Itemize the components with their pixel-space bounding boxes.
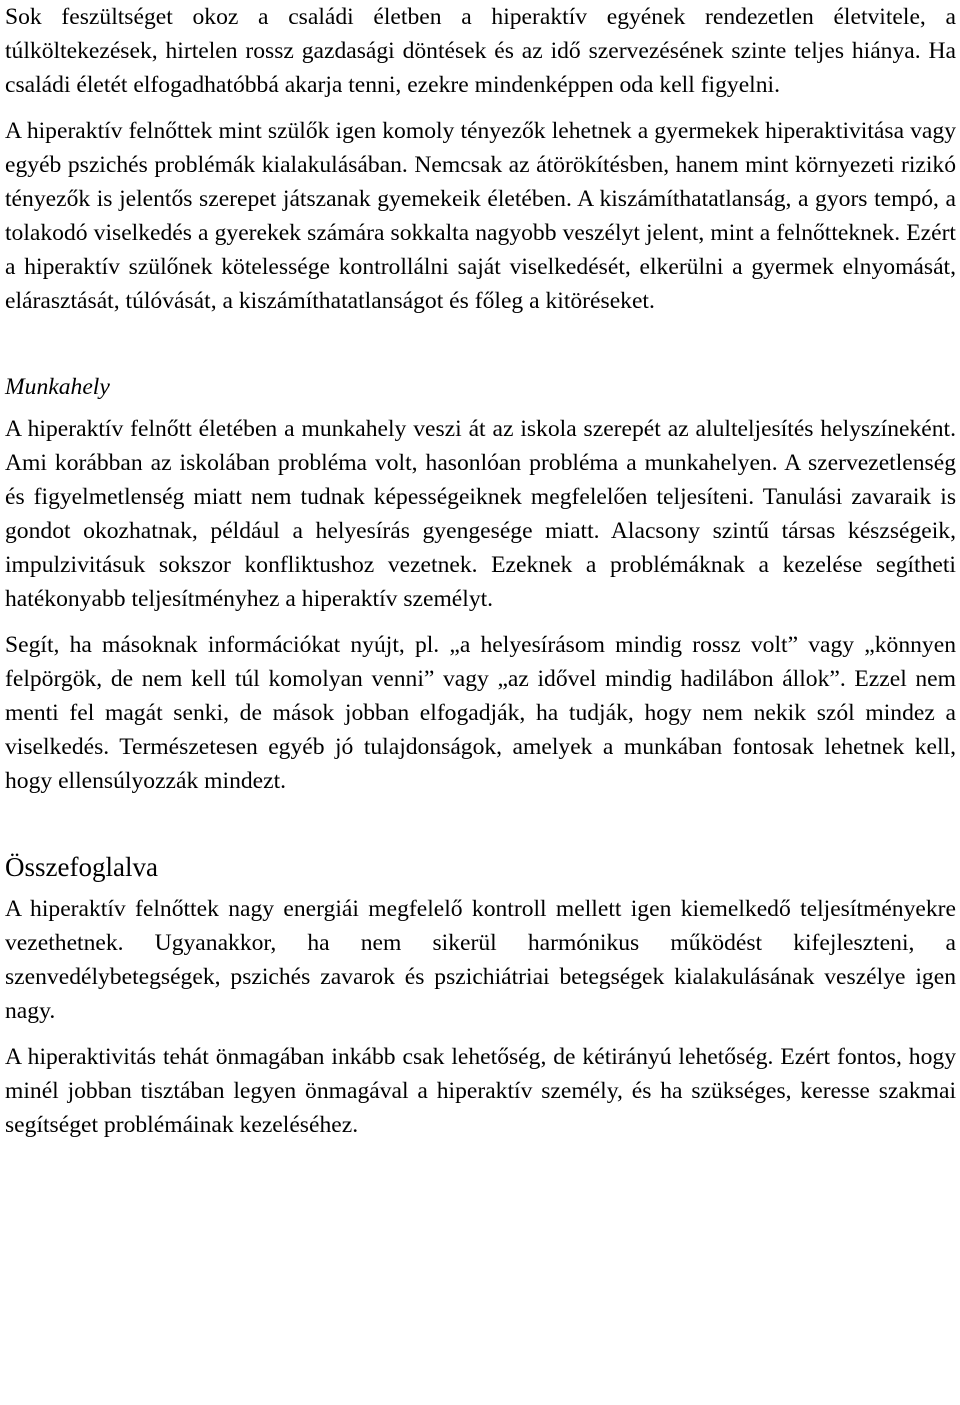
paragraph-family-life: Sok feszültséget okoz a családi életben a hiperaktív egyének rendezetlen életvitele, a túlköltekezések, hirtelen rossz gazdasági döntések és az idő szervezésének szinte teljes hiánya. Ha családi életét elfogadhatóbbá akarja tenni, ezekre mindenképpen oda kell figyelni.	[5, 4, 956, 98]
paragraph-workplace-information: Segít, ha másoknak információkat nyújt, pl. „a helyesírásom mindig rossz volt” vagy „könnyen felpörgök, de nem kell túl komolyan venni” vagy „az idővel mindig hadilábon állok”. Ezzel nem menti fel magát senki, de mások jobban elfogadják, ha tudják, hogy nem nekik szól mindez a viselkedés. Természetesen egyéb jó tulajdonságok, amelyek a munkában fontosak lehetnek kell, hogy ellensúlyozzák mindezt.	[5, 632, 956, 794]
paragraph-summary-energy: A hiperaktív felnőttek nagy energiái megfelelő kontroll mellett igen kiemelkedő teljesítményekre vezethetnek. Ugyanakkor, ha nem sikerül harmónikus működést kifejleszteni, a szenvedélybetegségek, pszichés zavarok és pszichiátriai betegségek kialakulásának veszélye igen nagy.	[5, 896, 956, 1024]
paragraph-summary-possibility: A hiperaktivitás tehát önmagában inkább csak lehetőség, de kétirányú lehetőség. Ezért fontos, hogy minél jobban tisztában legyen önmagával a hiperaktív személy, és ha szükséges, keresse szakmai segítséget problémáinak kezeléséhez.	[5, 1044, 956, 1138]
paragraph-workplace-underperformance: A hiperaktív felnőtt életében a munkahely veszi át az iskola szerepét az alulteljesítés helyszíneként. Ami korábban az iskolában probléma volt, hasonlóan probléma a munkahelyen. A szervezetlenség és figyelmetlenség miatt nem tudnak képességeiknek megfelelően teljesíteni. Tanulási zavaraik is gondot okozhatnak, például a helyesírás gyengesége miatt. Alacsony szintű társas készségeik, impulzivitásuk sokszor konfliktushoz vezetnek. Ezeknek a problémáknak a kezelése segítheti hatékonyabb teljesítményhez a hiperaktív személyt.	[5, 416, 956, 612]
paragraph-hyperactive-parents: A hiperaktív felnőttek mint szülők igen komoly tényezők lehetnek a gyermekek hiperaktivitása vagy egyéb pszichés problémák kialakulásában. Nemcsak az átörökítésben, hanem mint környezeti rizikó tényezők is jelentős szerepet játszanak gyemekeik életében. A kiszámíthatatlanság, a gyors tempó, a tolakodó viselkedés a gyerekek számára sokkalta nagyobb veszélyt jelent, mint a felnőtteknek. Ezért a hiperaktív szülőnek kötelessége kontrollálni saját viselkedését, elkerülni a gyermek elnyomását, elárasztását, túlóvását, a kiszámíthatatlanságot és főleg a kitöréseket.	[5, 118, 956, 314]
heading-workplace: Munkahely	[5, 374, 110, 400]
heading-summary: Összefoglalva	[5, 852, 158, 882]
